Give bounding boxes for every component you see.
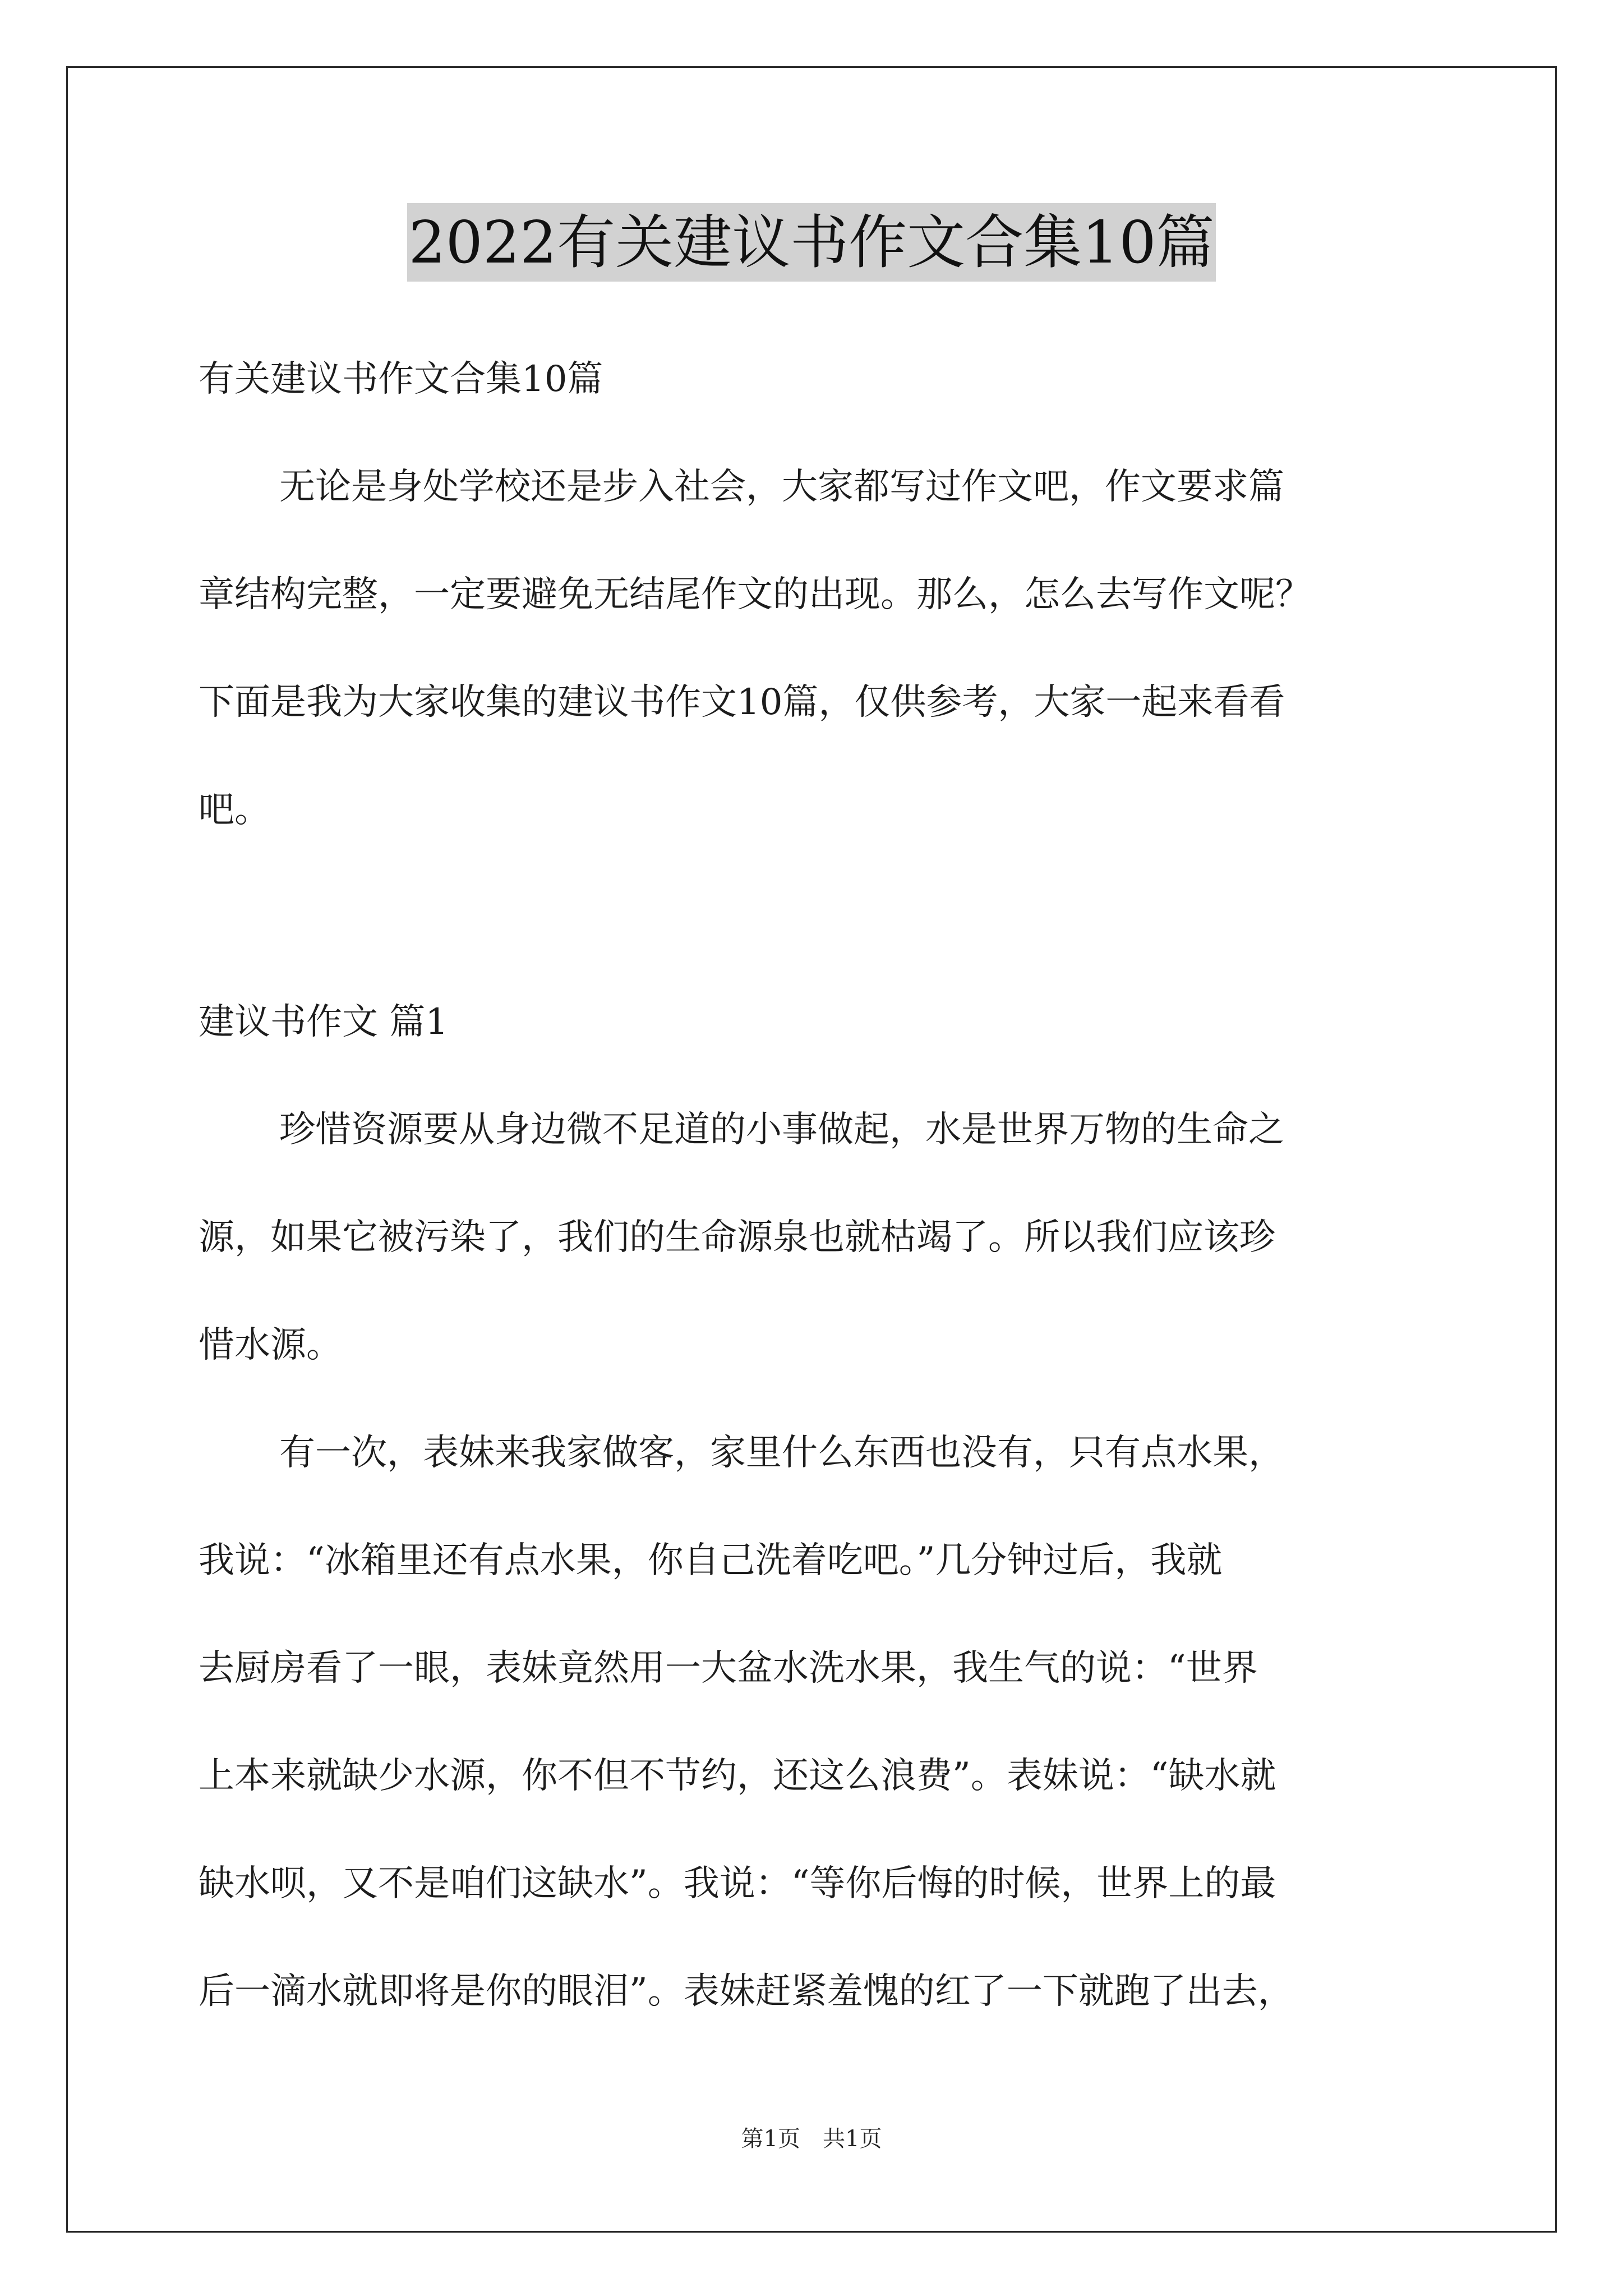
paragraph-line: 去厨房看了一眼，表妹竟然用一大盆水洗水果，我生气的说：“世界 bbox=[199, 1648, 1258, 1689]
intro-line: 吧。 bbox=[199, 789, 270, 831]
intro-line: 章结构完整，一定要避免无结尾作文的出现。那么，怎么去写作文呢？ bbox=[199, 574, 1311, 615]
paragraph-line: 后一滴水就即将是你的眼泪”。表妹赶紧羞愧的红了一下就跑了出去， bbox=[199, 1971, 1294, 2012]
paragraph-line: 惜水源。 bbox=[199, 1324, 342, 1366]
paragraph-line: 缺水呗，又不是咱们这缺水”。我说：“等你后悔的时候，世界上的最 bbox=[199, 1863, 1276, 1904]
section-heading: 建议书作文 篇1 bbox=[199, 1001, 449, 1043]
paragraph-line: 珍惜资源要从身边微不足道的小事做起，水是世界万物的生命之 bbox=[279, 1109, 1284, 1151]
paragraph-line: 上本来就缺少水源，你不但不节约，还这么浪费”。表妹说：“缺水就 bbox=[199, 1755, 1276, 1797]
page-footer: 第1页 共1页 bbox=[741, 2126, 882, 2152]
paragraph-line: 有一次，表妹来我家做客，家里什么东西也没有，只有点水果， bbox=[279, 1432, 1284, 1474]
paragraph-line: 源，如果它被污染了，我们的生命源泉也就枯竭了。所以我们应该珍 bbox=[199, 1217, 1275, 1258]
title-container bbox=[0, 203, 1623, 282]
intro-line: 下面是我为大家收集的建议书作文10篇，仅供参考，大家一起来看看 bbox=[199, 682, 1285, 723]
document-title: 2022有关建议书作文合集10篇 bbox=[407, 203, 1215, 282]
paragraph-line: 我说：“冰箱里还有点水果，你自己洗着吃吧。”几分钟过后，我就 bbox=[199, 1540, 1223, 1581]
intro-line: 无论是身处学校还是步入社会，大家都写过作文吧，作文要求篇 bbox=[279, 466, 1284, 508]
document-subtitle: 有关建议书作文合集10篇 bbox=[199, 358, 603, 400]
